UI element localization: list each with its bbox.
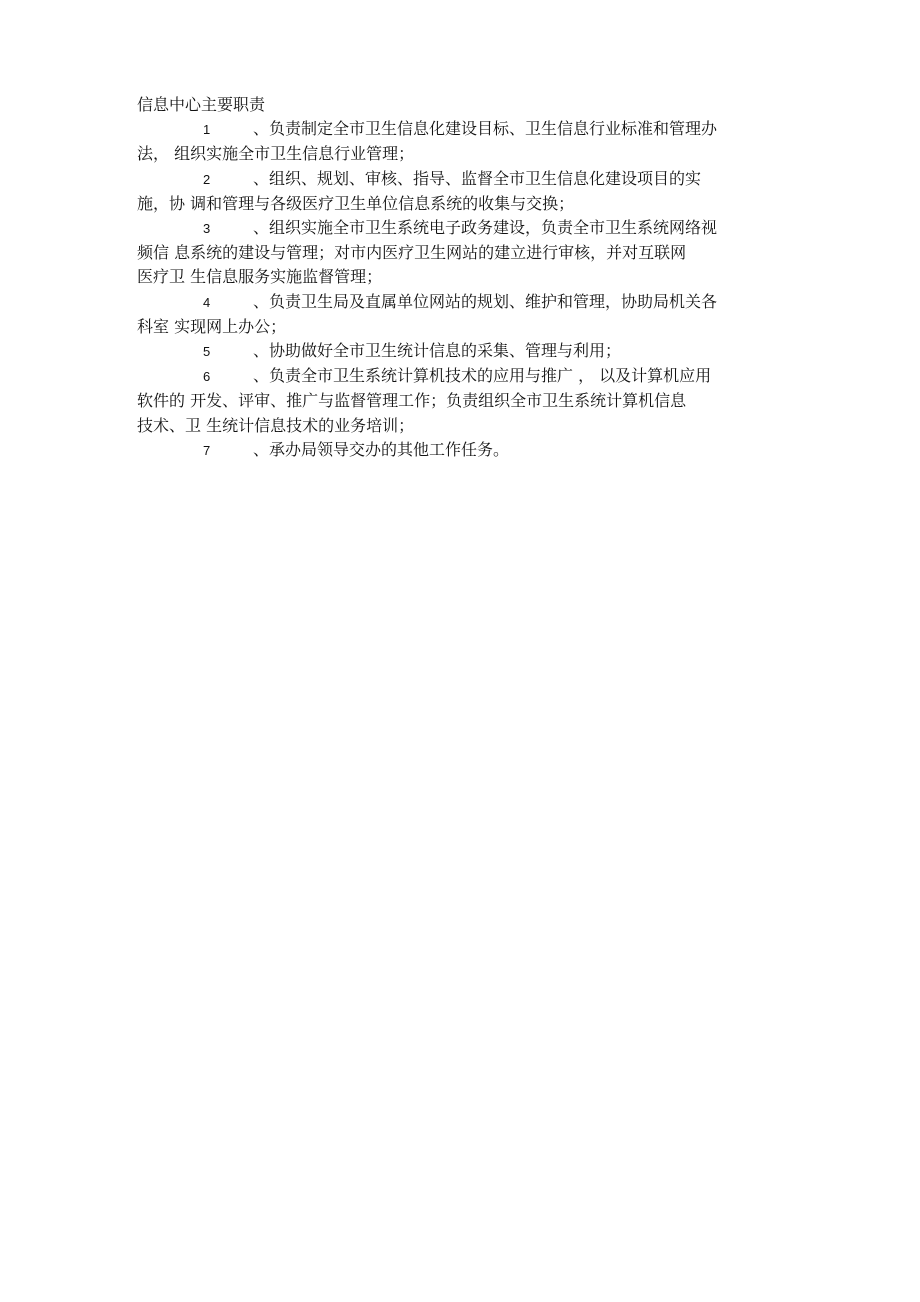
item-text: 技术、卫 生统计信息技术的业务培训； [137, 415, 415, 435]
item-text: 频信 息系统的建设与管理；对市内医疗卫生网站的建立进行审核，并对互联网 [137, 243, 687, 263]
duty-item-2 [137, 167, 797, 216]
item-line [137, 389, 797, 413]
item-number: 7 [203, 442, 211, 458]
item-line [137, 142, 797, 166]
item-line [137, 438, 797, 463]
item-line [137, 364, 797, 389]
duty-item-3 [137, 216, 797, 290]
duty-item-5 [137, 339, 797, 364]
item-line [137, 290, 797, 315]
item-text: 、组织、规划、审核、指导、监督全市卫生信息化建设项目的实 [253, 168, 702, 188]
item-line [137, 265, 797, 289]
item-text: 、承办局领导交办的其他工作任务。 [253, 439, 510, 459]
document-title: 信息中心主要职责 [137, 95, 266, 114]
item-line [137, 192, 797, 216]
item-line [137, 216, 797, 241]
item-text: 科室 实现网上办公； [137, 316, 287, 336]
duty-item-1 [137, 117, 797, 166]
item-line [137, 167, 797, 192]
duty-item-6 [137, 364, 797, 438]
item-line [137, 241, 797, 265]
item-number: 3 [203, 221, 211, 237]
item-line [137, 414, 797, 438]
item-text: 、负责制定全市卫生信息化建设目标、卫生信息行业标准和管理办 [253, 119, 718, 139]
item-text: 、负责卫生局及直属单位网站的规划、维护和管理，协助局机关各 [253, 291, 718, 311]
item-text: 、组织实施全市卫生系统电子政务建设，负责全市卫生系统网络视 [253, 218, 718, 238]
item-line [137, 315, 797, 339]
item-text: 、负责全市卫生系统计算机技术的应用与推广 ， 以及计算机应用 [253, 366, 712, 386]
item-number: 5 [203, 344, 211, 360]
document-body [137, 93, 797, 463]
item-text: 、协助做好全市卫生统计信息的采集、管理与利用； [253, 341, 622, 361]
item-text: 法， 组织实施全市卫生信息行业管理； [137, 144, 415, 164]
duty-item-7 [137, 438, 797, 463]
item-number: 4 [203, 294, 211, 310]
item-text: 医疗卫 生信息服务实施监督管理； [137, 267, 383, 287]
item-number: 2 [203, 171, 211, 187]
item-text: 施，协 调和管理与各级医疗卫生单位信息系统的收集与交换； [137, 193, 575, 213]
duty-item-4 [137, 290, 797, 339]
item-line [137, 117, 797, 142]
item-number: 1 [203, 122, 211, 138]
item-text: 软件的 开发、评审、推广与监督管理工作；负责组织全市卫生系统计算机信息 [137, 391, 687, 411]
item-number: 6 [203, 369, 211, 385]
item-line [137, 339, 797, 364]
